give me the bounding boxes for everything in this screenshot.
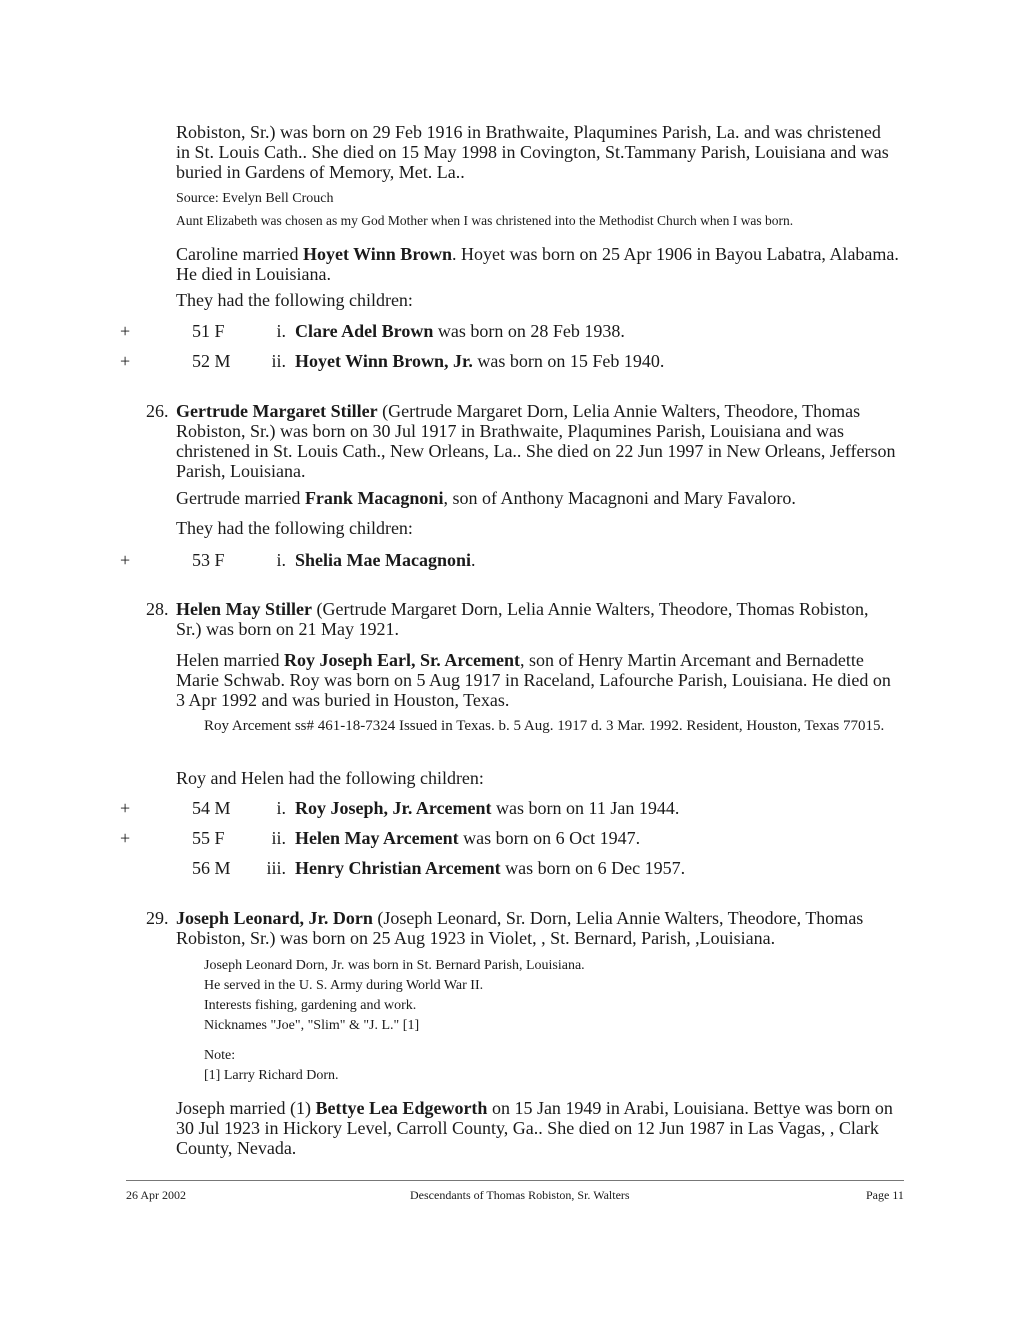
child-name: Clare Adel Brown — [295, 321, 434, 341]
entry-note-label: Note: — [204, 1048, 236, 1063]
entry-number: 29. — [146, 908, 169, 928]
child-row: 56 M iii. Henry Christian Arcement was born on 6 Dec 1957. — [192, 858, 686, 878]
child-name: Helen May Arcement — [295, 828, 459, 848]
children-intro: Roy and Helen had the following children: — [176, 768, 484, 788]
entry-name: Gertrude Margaret Stiller — [176, 401, 378, 421]
child-name: Roy Joseph, Jr. Arcement — [295, 798, 492, 818]
entry-paragraph: Gertrude Margaret Stiller (Gertrude Margaret Dorn, Lelia Annie Walters, Theodore, Thomas Robiston, Sr.) was born on 30 Jul 1917 in Brathwaite, Plaqumines Parish, Louisiana and was christened in St. Louis Cath., New Orleans, La.. She died on 22 Jun 1997 in New Orleans, Jefferson Parish, Louisiana. — [176, 401, 896, 481]
child-name: Henry Christian Arcement — [295, 858, 501, 878]
entry-number: 26. — [146, 401, 169, 421]
footer-page: Page 11 — [866, 1188, 904, 1202]
entry-paragraph: Helen May Stiller (Gertrude Margaret Dorn, Lelia Annie Walters, Theodore, Thomas Robiston, Sr.) was born on 21 May 1921. — [176, 599, 869, 639]
child-row: + 53 F i. Shelia Mae Macagnoni. — [120, 550, 476, 570]
intro-note: Aunt Elizabeth was chosen as my God Mother when I was christened into the Methodist Church when I was born. — [176, 213, 794, 228]
child-row: + 52 M ii. Hoyet Winn Brown, Jr. was born on 15 Feb 1940. — [120, 351, 665, 371]
intro-paragraph — [176, 122, 896, 182]
intro-marriage: Caroline married Hoyet Winn Brown. Hoyet was born on 25 Apr 1906 in Bayou Labatra, Alabama. He died in Louisiana. — [176, 244, 899, 284]
entry-name: Helen May Stiller — [176, 599, 312, 619]
entry-note-ref: [1] Larry Richard Dorn. — [204, 1068, 339, 1083]
entry-marriage: Joseph married (1) Bettye Lea Edgeworth on 15 Jan 1949 in Arabi, Louisiana. Bettye was born on 30 Jul 1923 in Hickory Level, Carroll County, Ga.. She died on 12 Jun 1987 in Las Vagas, , Clark County, Nevada. — [176, 1098, 893, 1158]
footer-date: 26 Apr 2002 — [126, 1188, 186, 1202]
child-row: + 54 M i. Roy Joseph, Jr. Arcement was born on 11 Jan 1944. — [120, 798, 680, 818]
children-intro: They had the following children: — [176, 518, 413, 538]
intro-text: Robiston, Sr.) was born on 29 Feb 1916 in Brathwaite, Plaqumines Parish, La. and was christened in St. Louis Cath.. She died on 15 May 1998 in Covington, St.Tammany Parish, Louisiana and was buried in Gardens of Memory, Met. La.. — [176, 122, 889, 182]
entry-note-line: Nicknames "Joe", "Slim" & "J. L." [1] — [204, 1018, 420, 1033]
child-name: Shelia Mae Macagnoni — [295, 550, 471, 570]
entry-marriage: Helen married Roy Joseph Earl, Sr. Arcement, son of Henry Martin Arcemant and Bernadette Marie Schwab. Roy was born on 5 Aug 1917 in Raceland, Lafourche Parish, Louisiana. He died on 3 Apr 1992 and was buried in Houston, Texas. — [176, 650, 891, 710]
entry-paragraph: Joseph Leonard, Jr. Dorn (Joseph Leonard, Sr. Dorn, Lelia Annie Walters, Theodore, Thomas Robiston, Sr.) was born on 25 Aug 1923 in Violet, , St. Bernard, Parish, ,Louisiana. — [176, 908, 864, 948]
spouse-name: Frank Macagnoni — [304, 488, 444, 508]
footer-title: Descendants of Thomas Robiston, Sr. Walters — [410, 1188, 630, 1202]
child-row: + 51 F i. Clare Adel Brown was born on 28 Feb 1938. — [120, 321, 625, 341]
footer-rule — [126, 1180, 904, 1181]
entry-note-line: Joseph Leonard Dorn, Jr. was born in St. Bernard Parish, Louisiana. — [204, 958, 585, 973]
child-row: + 55 F ii. Helen May Arcement was born on 6 Oct 1947. — [120, 828, 641, 848]
intro-source: Source: Evelyn Bell Crouch — [176, 191, 334, 206]
entry-name: Joseph Leonard, Jr. Dorn — [176, 908, 373, 928]
entry-note-line: He served in the U. S. Army during World War II. — [204, 978, 484, 993]
children-intro: They had the following children: — [176, 290, 413, 310]
entry-marriage: Gertrude married Frank Macagnoni, son of Anthony Macagnoni and Mary Favaloro. — [176, 488, 796, 508]
spouse-name: Bettye Lea Edgeworth — [315, 1098, 488, 1118]
spouse-name: Roy Joseph Earl, Sr. Arcement — [283, 650, 520, 670]
child-name: Hoyet Winn Brown, Jr. — [295, 351, 473, 371]
entry-note: Roy Arcement ss# 461-18-7324 Issued in Texas. b. 5 Aug. 1917 d. 3 Mar. 1992. Resident, Houston, Texas 77015. — [204, 718, 885, 734]
spouse-name: Hoyet Winn Brown — [302, 244, 452, 264]
entry-number: 28. — [146, 599, 169, 619]
entry-note-line: Interests fishing, gardening and work. — [204, 998, 417, 1013]
